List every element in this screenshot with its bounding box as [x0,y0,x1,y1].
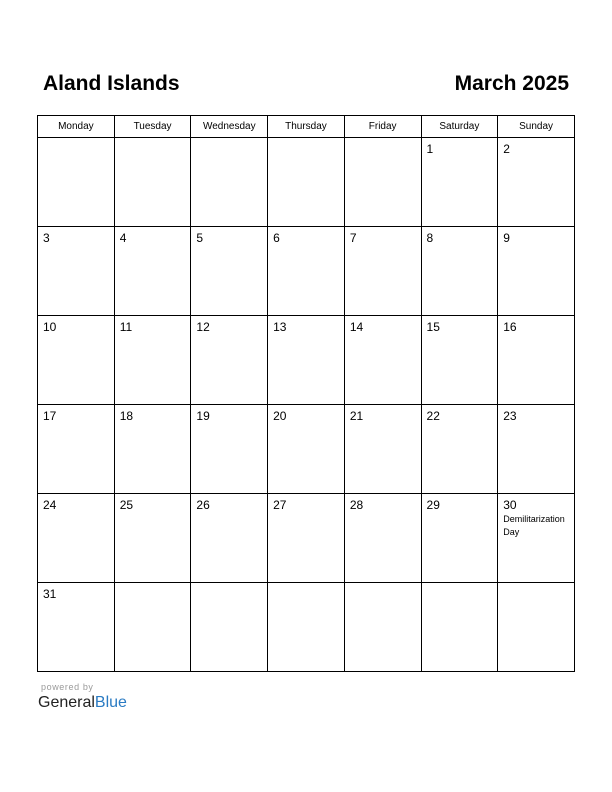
day-number [191,138,267,142]
day-cell[interactable] [268,227,345,316]
day-number: 4 [119,231,127,245]
day-number: 26 [196,498,210,512]
holiday-label: Demilitarization Day [503,514,565,537]
week-row [38,138,575,227]
day-cell[interactable] [191,405,268,494]
weekday-header-tuesday: Tuesday [114,116,191,138]
day-cell[interactable] [38,494,115,583]
day-number: 7 [349,231,357,245]
day-number: 25 [119,498,134,512]
week-row [38,494,575,583]
day-cell[interactable] [498,494,575,583]
day-cell[interactable] [421,316,498,405]
day-cell[interactable] [421,227,498,316]
day-number [191,583,267,587]
day-number: 14 [349,320,364,334]
day-cell[interactable] [191,494,268,583]
weekday-header-friday: Friday [344,116,421,138]
weekday-header-wednesday: Wednesday [191,116,268,138]
day-cell[interactable] [38,227,115,316]
day-cell[interactable] [38,405,115,494]
powered-by-label: powered by [41,682,94,692]
day-number: 17 [43,409,57,423]
week-row [38,316,575,405]
day-cell[interactable] [114,227,191,316]
day-number [422,583,498,587]
day-cell[interactable] [268,494,345,583]
day-number: 28 [349,498,364,512]
weekday-header-monday: Monday [38,116,115,138]
week-row [38,583,575,672]
day-cell[interactable] [344,316,421,405]
day-cell [114,583,191,672]
day-number: 24 [43,498,57,512]
day-cell [268,138,345,227]
calendar-grid [37,115,575,672]
day-number: 18 [119,409,134,423]
day-number [268,583,344,587]
weekday-header-sunday: Sunday [498,116,575,138]
week-row [38,405,575,494]
day-number: 9 [503,231,510,245]
day-cell [268,583,345,672]
day-number: 11 [119,320,133,334]
day-cell[interactable] [38,583,115,672]
day-cell [498,583,575,672]
day-cell[interactable] [268,316,345,405]
day-cell[interactable] [498,138,575,227]
day-number: 8 [426,231,434,245]
day-number: 29 [426,498,440,512]
day-cell[interactable] [191,227,268,316]
day-cell [38,138,115,227]
day-cell[interactable] [498,227,575,316]
day-number [268,138,344,142]
day-cell [114,138,191,227]
day-number: 13 [273,320,287,334]
day-cell [191,583,268,672]
day-number: 19 [196,409,210,423]
day-cell[interactable] [344,494,421,583]
day-number [115,583,191,587]
day-cell [191,138,268,227]
day-cell [344,138,421,227]
day-number: 31 [43,587,57,601]
day-cell[interactable] [498,405,575,494]
day-number [115,138,191,142]
day-number: 21 [349,409,364,423]
day-cell[interactable] [344,227,421,316]
day-number: 3 [43,231,50,245]
day-number: 1 [426,142,434,156]
day-cell[interactable] [114,405,191,494]
country-title: Aland Islands [43,72,180,95]
day-cell[interactable] [114,316,191,405]
day-number [345,138,421,142]
weekday-header-row [38,116,575,138]
day-cell[interactable] [191,316,268,405]
day-cell[interactable] [114,494,191,583]
day-cell[interactable] [38,316,115,405]
day-cell[interactable] [498,316,575,405]
day-number: 10 [43,320,57,334]
day-number: 20 [273,409,287,423]
day-number: 30 [503,498,517,512]
day-cell [421,583,498,672]
day-cell[interactable] [421,138,498,227]
day-number: 6 [273,231,280,245]
day-number: 15 [426,320,440,334]
day-cell[interactable] [421,405,498,494]
day-number [498,583,574,587]
generalblue-logo[interactable] [38,693,127,713]
day-number: 5 [196,231,204,245]
day-number: 27 [273,498,287,512]
day-number [38,138,114,142]
day-number: 12 [196,320,210,334]
day-number: 23 [503,409,517,423]
month-year-title: March 2025 [454,72,569,95]
day-number: 2 [503,142,510,156]
weekday-header-saturday: Saturday [421,116,498,138]
day-cell[interactable] [268,405,345,494]
brand-blue-text: Blue [94,694,127,711]
day-number [345,583,421,587]
day-number: 16 [503,320,517,334]
day-number: 22 [426,409,440,423]
day-cell [344,583,421,672]
brand-general-text: General [38,694,95,711]
day-cell[interactable] [344,405,421,494]
week-row [38,227,575,316]
weekday-header-thursday: Thursday [268,116,345,138]
day-cell[interactable] [421,494,498,583]
